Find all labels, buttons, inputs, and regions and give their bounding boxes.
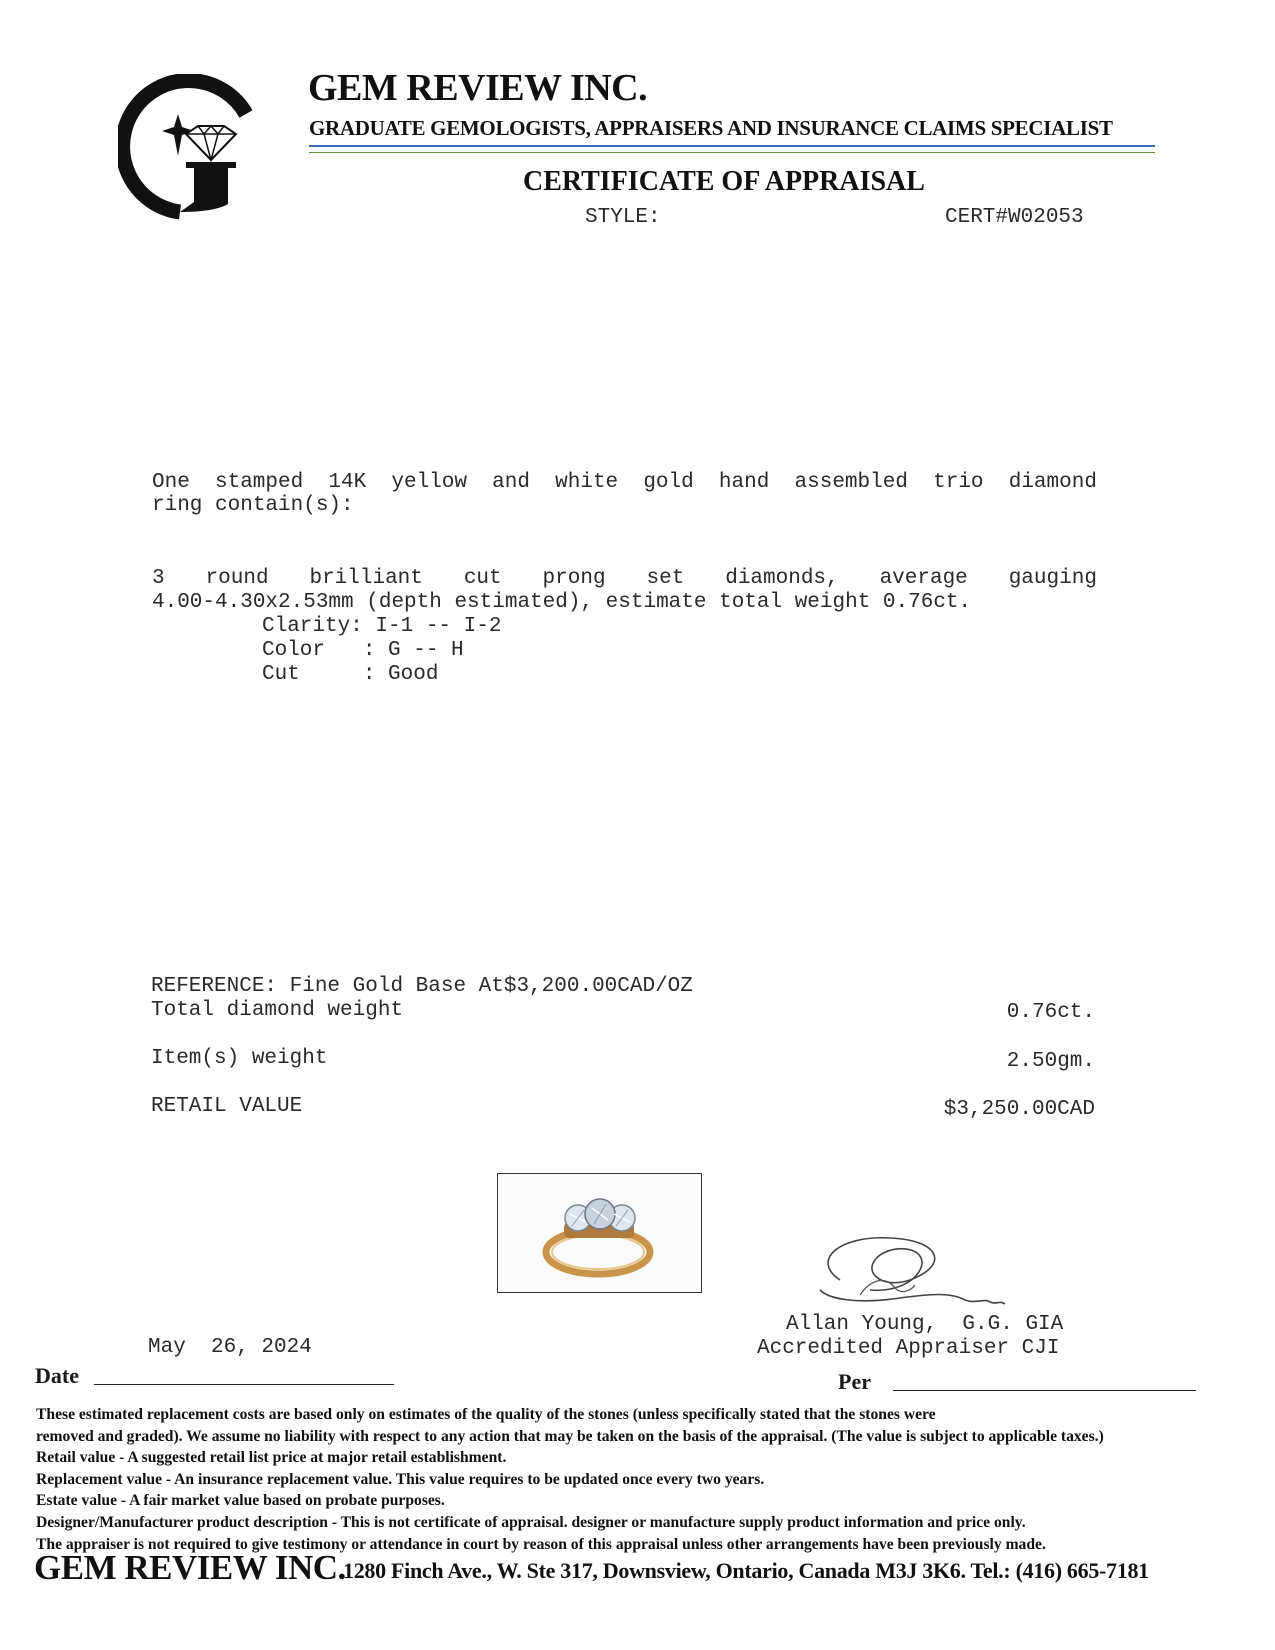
stones-description-line1 (152, 567, 1097, 590)
stones-word: cut (463, 567, 502, 590)
certificate-number: CERT#W02053 (945, 206, 1084, 229)
company-tagline: GRADUATE GEMOLOGISTS, APPRAISERS AND INSURANCE CLAIMS SPECIALIST (309, 116, 1113, 140)
ring-photo (497, 1173, 702, 1293)
disclaimer-line: removed and graded). We assume no liability with respect to any action that may be taken on the basis of the appraisal. (The value is subject to applicable taxes.) (36, 1427, 1104, 1445)
disclaimer-line: Estate value - A fair market value based on probate purposes. (36, 1492, 445, 1510)
footer-address: 1280 Finch Ave., W. Ste 317, Downsview, Ontario, Canada M3J 3K6. Tel.: (416) 665-7181 (343, 1558, 1149, 1583)
date-signature-line (94, 1384, 394, 1385)
signature-icon (800, 1230, 1030, 1320)
company-logo (118, 74, 258, 220)
item-description-line1 (152, 471, 1097, 494)
description-word: 14K (328, 471, 367, 494)
disclaimer-line: These estimated replacement costs are based only on estimates of the quality of the stones (unless specifically stated that the stones were (36, 1406, 936, 1423)
item-weight-value: 2.50gm. (1006, 1050, 1095, 1073)
clarity-grade: Clarity: I-1 -- I-2 (262, 615, 502, 638)
description-word: and (492, 471, 530, 494)
description-word: assembled (794, 471, 908, 494)
item-weight-label: Item(s) weight (151, 1047, 328, 1070)
description-word: trio (933, 471, 984, 494)
item-description-line2: ring contain(s): (152, 494, 354, 517)
stones-word: brilliant (309, 567, 423, 590)
disclaimer-line: Replacement value - An insurance replacement value. This value requires to be updated once every two years. (36, 1470, 765, 1488)
disclaimer-line: The appraiser is not required to give testimony or attendance in court by reason of this appraisal unless other arrangements have been previously made. (36, 1535, 1046, 1553)
description-word: white (555, 471, 619, 494)
stones-word: gauging (1008, 567, 1097, 590)
description-word: hand (718, 471, 770, 494)
stones-word: set (646, 567, 685, 590)
stones-word: diamonds, (725, 567, 839, 590)
per-signature-line (893, 1390, 1196, 1391)
description-word: yellow (391, 471, 467, 494)
appraisal-date: May 26, 2024 (148, 1336, 312, 1359)
per-label: Per (838, 1369, 871, 1394)
style-label: STYLE: (585, 206, 661, 229)
disclaimer-line: Designer/Manufacturer product description - This is not certificate of appraisal. designer or manufacture supply product information and price only. (36, 1513, 1026, 1531)
appraiser-name: Allan Young, G.G. GIA (786, 1313, 1064, 1336)
footer-company-name: GEM REVIEW INC. (34, 1548, 346, 1587)
cut-grade: Cut : Good (262, 663, 439, 686)
retail-value-amount: $3,250.00CAD (943, 1098, 1095, 1121)
retail-value-label: RETAIL VALUE (151, 1095, 303, 1118)
color-grade: Color : G -- H (262, 639, 464, 662)
stones-description-line2: 4.00-4.30x2.53mm (depth estimated), estimate total weight 0.76ct. (152, 591, 972, 614)
appraiser-credential: Accredited Appraiser CJI (757, 1337, 1060, 1360)
disclaimer-line: Retail value - A suggested retail list price at major retail establishment. (36, 1449, 507, 1467)
stones-word: 3 (152, 567, 165, 590)
stones-word: prong (542, 567, 606, 590)
header-divider (309, 145, 1155, 153)
total-diamond-weight-label: Total diamond weight (151, 999, 404, 1022)
disclaimer (36, 1404, 1256, 1555)
total-diamond-weight-value: 0.76ct. (1006, 1001, 1095, 1024)
description-word: gold (643, 471, 694, 494)
description-word: diamond (1008, 471, 1097, 494)
appraiser-signature (800, 1230, 1030, 1320)
stones-word: average (879, 567, 968, 590)
date-label: Date (35, 1363, 79, 1388)
description-word: stamped (214, 471, 304, 494)
company-name: GEM REVIEW INC. (308, 67, 648, 109)
gold-reference-price: REFERENCE: Fine Gold Base At$3,200.00CAD/OZ (151, 975, 693, 998)
stones-word: round (205, 567, 269, 590)
description-word: One (152, 471, 190, 494)
certificate-title: CERTIFICATE OF APPRAISAL (523, 166, 925, 197)
ring-image-icon (498, 1174, 701, 1292)
